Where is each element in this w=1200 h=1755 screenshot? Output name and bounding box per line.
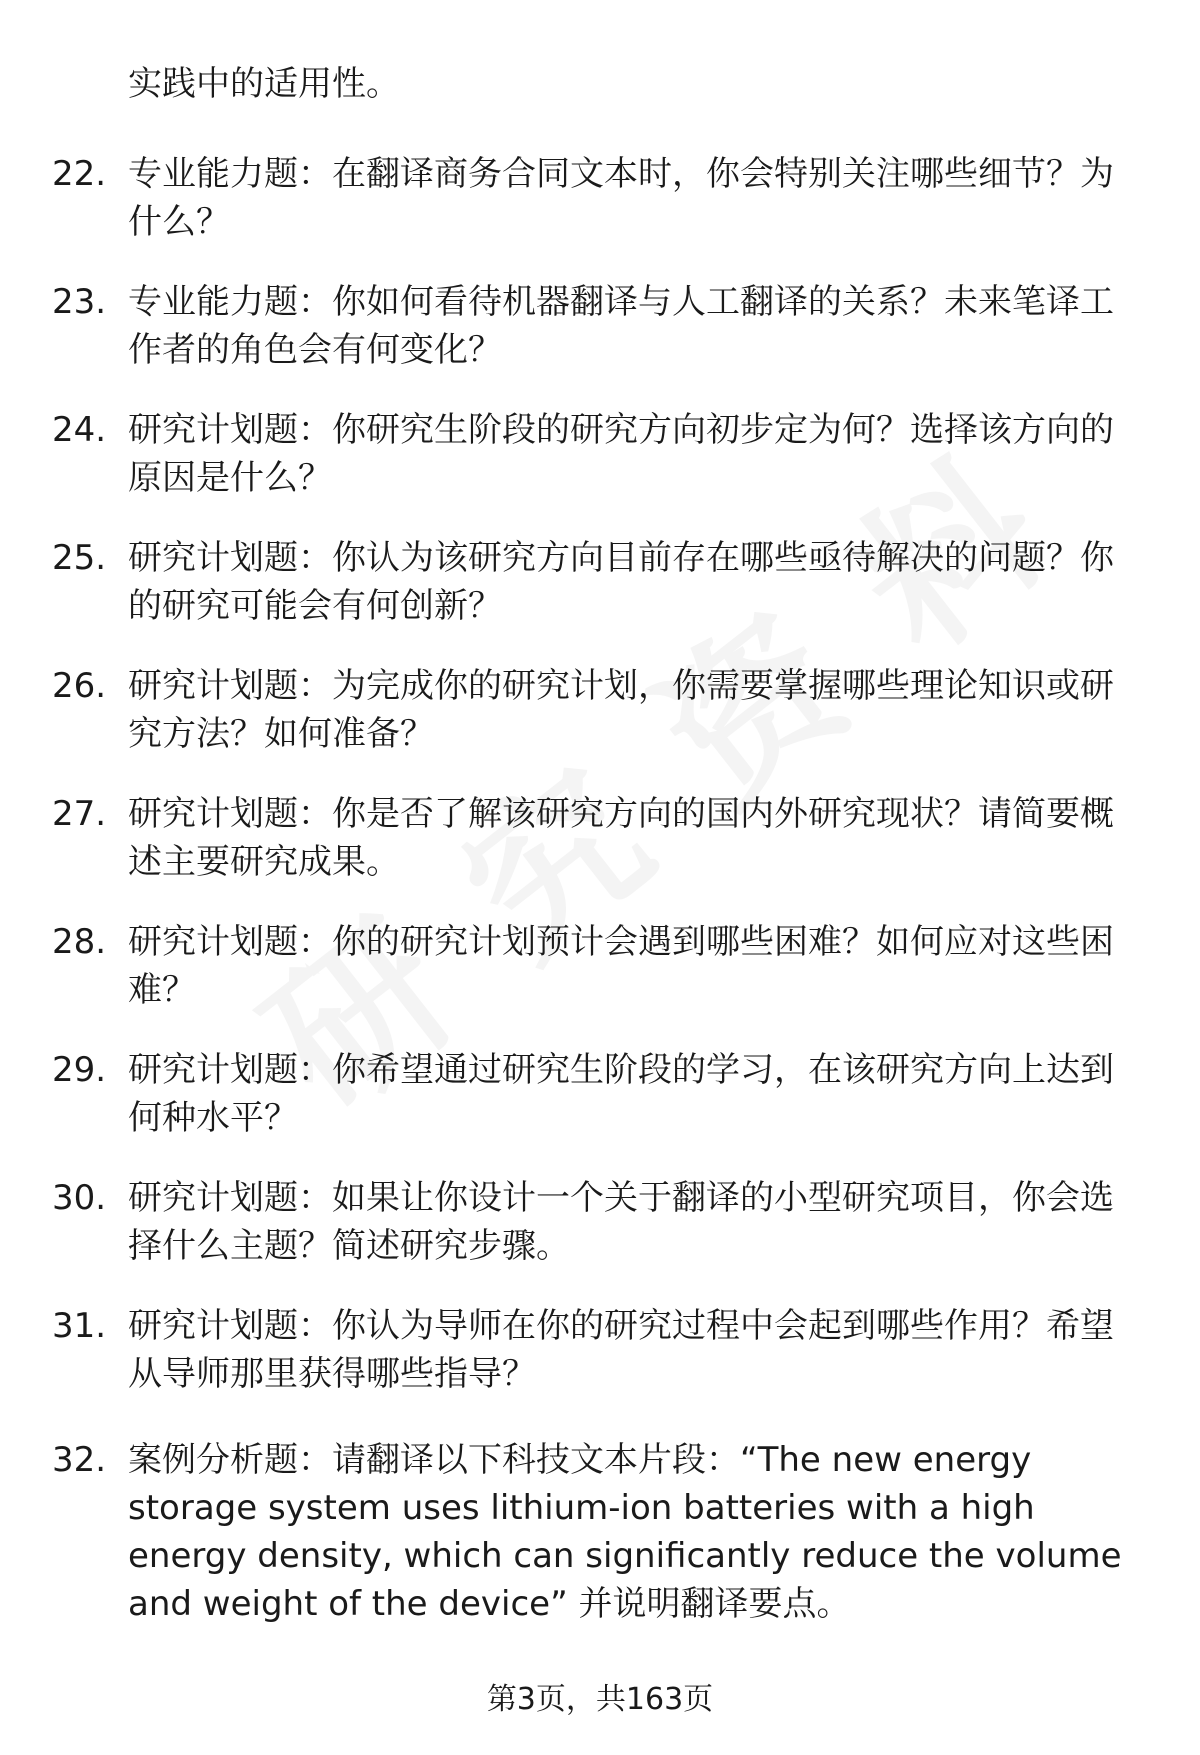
question-number: 23.: [52, 282, 107, 322]
continued-text: 实践中的适用性。: [128, 64, 400, 104]
question-number: 28.: [52, 922, 107, 962]
question-text: 研究计划题：你希望通过研究生阶段的学习，在该研究方向上达到何种水平？: [128, 1050, 1114, 1138]
question-number: 31.: [52, 1306, 107, 1346]
question-number: 27.: [52, 794, 107, 834]
question-number: 32.: [52, 1440, 107, 1480]
question-text: 研究计划题：如果让你设计一个关于翻译的小型研究项目，你会选择什么主题？简述研究步骤。: [128, 1178, 1114, 1266]
question-text: 研究计划题：你认为导师在你的研究过程中会起到哪些作用？希望从导师那里获得哪些指导？: [128, 1306, 1114, 1394]
question-number: 29.: [52, 1050, 107, 1090]
question-number: 24.: [52, 410, 107, 450]
question-number: 30.: [52, 1178, 107, 1218]
question-text: 研究计划题：为完成你的研究计划，你需要掌握哪些理论知识或研究方法？如何准备？: [128, 666, 1114, 754]
question-text: 专业能力题：你如何看待机器翻译与人工翻译的关系？未来笔译工作者的角色会有何变化？: [128, 282, 1114, 370]
question-text: 研究计划题：你是否了解该研究方向的国内外研究现状？请简要概述主要研究成果。: [128, 794, 1114, 882]
question-number: 22.: [52, 154, 107, 194]
question-number: 26.: [52, 666, 107, 706]
question-text: 研究计划题：你研究生阶段的研究方向初步定为何？选择该方向的原因是什么？: [128, 410, 1114, 498]
page-footer: 第3页，共163页: [486, 1682, 714, 1717]
question-number: 25.: [52, 538, 107, 578]
question-text: 研究计划题：你认为该研究方向目前存在哪些亟待解决的问题？你的研究可能会有何创新？: [128, 538, 1114, 626]
question-text: 专业能力题：在翻译商务合同文本时，你会特别关注哪些细节？为什么？: [128, 154, 1114, 242]
question-text: 研究计划题：你的研究计划预计会遇到哪些困难？如何应对这些困难？: [128, 922, 1114, 1010]
question-text: 案例分析题：请翻译以下科技文本片段：“The new energy storage system uses lithium-ion batteries with a high energy density, which can significantly reduce the volume and weight of the device” 并说明翻译要点。: [128, 1440, 1122, 1624]
